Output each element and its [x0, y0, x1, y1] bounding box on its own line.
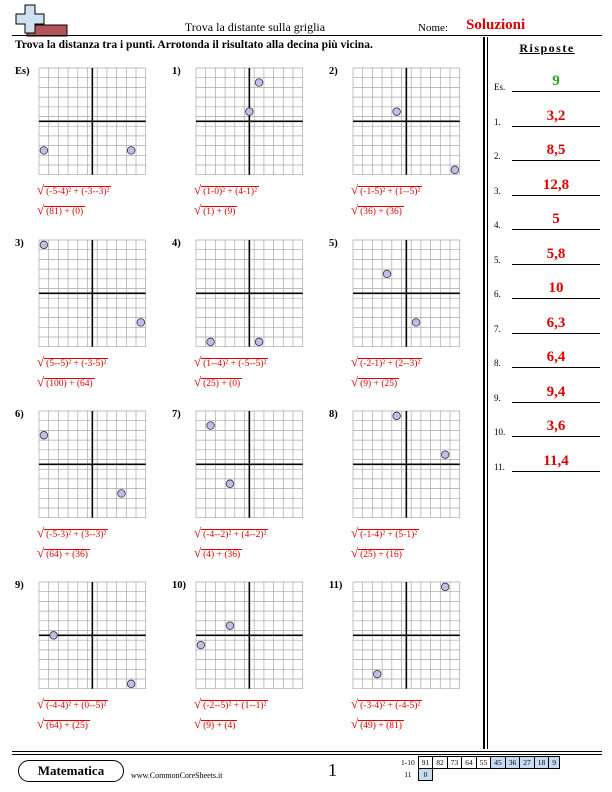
- formula-text: (-1-5)² + (1--5)²: [360, 187, 421, 197]
- plotted-point: [412, 319, 420, 327]
- formula-text: (25) + (0): [203, 379, 241, 389]
- answer-row: [494, 275, 604, 299]
- formula-text: (1--4)² + (-5--5)²: [203, 359, 267, 369]
- distance-formula2: [37, 374, 95, 390]
- plotted-point: [441, 583, 449, 591]
- sqrt-icon: √: [37, 374, 45, 389]
- answer-row: [494, 241, 604, 265]
- sqrt-icon: √: [194, 182, 202, 197]
- problem-number: 6): [15, 409, 24, 420]
- answer-label: 8.: [494, 358, 501, 368]
- answer-label: 1.: [494, 116, 501, 127]
- answer-row: [494, 379, 604, 403]
- sqrt-icon: √: [194, 374, 202, 389]
- answer-row: [494, 448, 604, 472]
- score-row-label: 1-10: [401, 758, 415, 767]
- formula-text: (-4--2)² + (4--2)²: [203, 530, 267, 540]
- problem-1: [172, 66, 322, 236]
- problem-0: [15, 66, 165, 236]
- sqrt-icon: √: [37, 545, 45, 560]
- answer-line: [512, 367, 600, 368]
- answer-line: [512, 436, 600, 437]
- answer-label: 4.: [494, 220, 501, 230]
- formula-text: (-5-4)² + (-3--3)²: [46, 187, 110, 197]
- problem-10: [172, 580, 322, 750]
- formula-text: (9) + (4): [203, 721, 236, 731]
- distance-formula1: [37, 354, 108, 370]
- formula-text: (81) + (0): [46, 207, 84, 217]
- plotted-point: [207, 338, 215, 346]
- plotted-point: [118, 490, 126, 498]
- formula-text: (36) + (36): [360, 207, 402, 217]
- distance-formula2: [37, 716, 90, 732]
- distance-formula2: [194, 716, 237, 732]
- solutions-label: Soluzioni: [466, 17, 526, 33]
- problem-8: [329, 409, 479, 579]
- instructions: Trova la distanza tra i punti. Arrotonda il risultato alla decina più vicina.: [15, 39, 373, 51]
- formula-text: (1-0)² + (4-1)²: [203, 187, 257, 197]
- plotted-point: [393, 108, 401, 116]
- answers-title: Risposte: [519, 41, 575, 55]
- answer-row: [494, 206, 604, 230]
- distance-formula2: [351, 545, 404, 561]
- formula-text: (49) + (81): [360, 721, 402, 731]
- score-row-label: 11: [404, 770, 412, 779]
- answer-label: 11.: [494, 461, 505, 472]
- formula-text: (64) + (36): [46, 550, 88, 560]
- answer-line: [512, 264, 600, 265]
- coordinate-grid: [194, 580, 305, 691]
- answer-row: [494, 103, 604, 127]
- answer-value: 5: [552, 211, 560, 227]
- sqrt-icon: √: [37, 202, 45, 217]
- score-cell: 55: [476, 757, 491, 769]
- answer-label: 7.: [494, 323, 501, 334]
- score-cell: 82: [433, 757, 448, 769]
- formula-text: (4) + (36): [203, 550, 241, 560]
- answer-value: 6,3: [546, 314, 566, 331]
- coordinate-grid: [37, 66, 148, 177]
- answer-column-divider: [483, 37, 485, 749]
- answer-line: [512, 333, 600, 334]
- plotted-point: [383, 270, 391, 278]
- logo-icon: [13, 3, 69, 37]
- sqrt-icon: √: [351, 202, 359, 217]
- score-cell: 18: [534, 757, 549, 769]
- distance-formula1: [194, 696, 268, 712]
- coordinate-grid: [194, 409, 305, 520]
- answer-label: 3.: [494, 185, 501, 196]
- formula-text: (-4-4)² + (0--5)²: [46, 701, 107, 711]
- name-label: Nome:: [418, 22, 448, 34]
- score-cell: 9: [549, 757, 560, 769]
- distance-formula1: [37, 525, 108, 541]
- answer-label: Es.: [494, 82, 506, 92]
- answer-row: [494, 68, 604, 92]
- answer-line: [512, 126, 600, 127]
- sqrt-icon: √: [194, 525, 202, 540]
- coordinate-grid: [194, 66, 305, 177]
- plotted-point: [197, 641, 205, 649]
- score-cell: 27: [520, 757, 535, 769]
- problem-7: [172, 409, 322, 579]
- answer-value: 10: [548, 280, 564, 296]
- answer-value: 3,2: [546, 107, 566, 124]
- distance-formula2: [37, 545, 90, 561]
- sqrt-icon: √: [194, 716, 202, 731]
- plotted-point: [255, 79, 263, 87]
- problem-number: 10): [172, 580, 186, 591]
- distance-formula2: [351, 374, 399, 390]
- plotted-point: [40, 241, 48, 249]
- problem-number: 5): [329, 238, 338, 249]
- plotted-point: [393, 412, 401, 420]
- plotted-point: [127, 680, 135, 688]
- score-cell: 45: [491, 757, 506, 769]
- sqrt-icon: √: [37, 354, 45, 369]
- distance-formula1: [351, 696, 422, 712]
- answer-label: 9.: [494, 392, 501, 403]
- distance-formula1: [351, 525, 419, 541]
- plotted-point: [50, 632, 58, 640]
- score-cell: 91: [418, 757, 433, 769]
- plotted-point: [137, 319, 145, 327]
- problem-number: 8): [329, 409, 338, 420]
- formula-text: (-3-4)² + (-4-5)²: [360, 701, 421, 711]
- worksheet-title: Trova la distante sulla griglia: [184, 20, 326, 34]
- problem-number: 4): [172, 238, 181, 249]
- answer-value: 6,4: [546, 349, 566, 365]
- distance-formula1: [194, 182, 259, 198]
- answer-value: 3,6: [546, 418, 566, 434]
- answer-value: 9,4: [546, 383, 566, 400]
- distance-formula1: [194, 354, 268, 370]
- sqrt-icon: √: [351, 525, 359, 540]
- sqrt-icon: √: [351, 182, 359, 197]
- answer-value: 12,8: [542, 176, 570, 193]
- answer-line: [512, 402, 600, 403]
- problem-3: [15, 238, 165, 408]
- sqrt-icon: √: [37, 696, 45, 711]
- sqrt-icon: √: [351, 545, 359, 560]
- coordinate-grid: [351, 409, 462, 520]
- distance-formula2: [37, 202, 85, 218]
- formula-text: (-5-3)² + (3--3)²: [46, 530, 107, 540]
- answer-value: 8,5: [546, 142, 566, 158]
- score-cell: 64: [462, 757, 477, 769]
- coordinate-grid: [37, 238, 148, 349]
- problem-6: [15, 409, 165, 579]
- answer-label: 10.: [494, 427, 506, 437]
- plotted-point: [255, 338, 263, 346]
- answer-line: [512, 160, 600, 161]
- formula-text: (-2--5)² + (1--1)²: [203, 701, 267, 711]
- coordinate-grid: [194, 238, 305, 349]
- problem-5: [329, 238, 479, 408]
- formula-text: (5--5)² + (-3-5)²: [46, 359, 107, 369]
- sqrt-icon: √: [351, 354, 359, 369]
- plotted-point: [40, 431, 48, 439]
- footer-divider: [12, 751, 602, 752]
- coordinate-grid: [37, 580, 148, 691]
- sqrt-icon: √: [194, 545, 202, 560]
- sqrt-icon: √: [351, 716, 359, 731]
- problem-4: [172, 238, 322, 408]
- formula-text: (-2-1)² + (2--3)²: [360, 359, 421, 369]
- plotted-point: [246, 108, 254, 116]
- answer-value: 5,8: [546, 245, 566, 262]
- sqrt-icon: √: [351, 696, 359, 711]
- answer-value: 9: [552, 73, 560, 89]
- answer-row: [494, 344, 604, 368]
- coordinate-grid: [351, 238, 462, 349]
- plotted-point: [441, 451, 449, 459]
- brand-badge: Matematica: [18, 760, 124, 782]
- answer-line: [512, 471, 600, 472]
- problem-11: [329, 580, 479, 750]
- plotted-point: [451, 166, 459, 174]
- formula-text: (9) + (25): [360, 379, 398, 389]
- site-url: www.CommonCoreSheets.it: [131, 771, 223, 780]
- distance-formula1: [351, 182, 422, 198]
- problem-number: 2): [329, 66, 338, 77]
- coordinate-grid: [351, 580, 462, 691]
- answer-line: [512, 195, 600, 196]
- answer-value: 11,4: [543, 452, 569, 469]
- formula-text: (25) + (16): [360, 550, 402, 560]
- sqrt-icon: √: [194, 202, 202, 217]
- distance-formula1: [194, 525, 268, 541]
- answer-row: [494, 310, 604, 334]
- sqrt-icon: √: [351, 374, 359, 389]
- page-number: 1: [328, 760, 337, 780]
- coordinate-grid: [37, 409, 148, 520]
- distance-formula2: [194, 374, 242, 390]
- problem-number: 7): [172, 409, 181, 420]
- answer-line: [512, 229, 600, 230]
- distance-formula2: [194, 545, 242, 561]
- distance-formula2: [194, 202, 237, 218]
- problem-9: [15, 580, 165, 750]
- formula-text: (-1-4)² + (5-1)²: [360, 530, 418, 540]
- plotted-point: [207, 422, 215, 430]
- answer-label: 5.: [494, 254, 501, 265]
- problem-number: 11): [329, 580, 343, 591]
- distance-formula1: [351, 354, 422, 370]
- distance-formula2: [351, 716, 404, 732]
- score-cell: 0: [418, 769, 433, 781]
- plotted-point: [127, 147, 135, 155]
- sqrt-icon: √: [194, 354, 202, 369]
- plotted-point: [226, 622, 234, 630]
- sqrt-icon: √: [194, 696, 202, 711]
- distance-formula1: [37, 696, 108, 712]
- sqrt-icon: √: [37, 182, 45, 197]
- footer-divider-second: [12, 754, 602, 755]
- problem-number: 3): [15, 238, 24, 249]
- answer-row: [494, 137, 604, 161]
- score-cell: 73: [447, 757, 462, 769]
- answer-row: [494, 413, 604, 437]
- plotted-point: [226, 480, 234, 488]
- coordinate-grid: [351, 66, 462, 177]
- score-table: [398, 756, 560, 781]
- answer-column-divider-thin: [487, 37, 488, 749]
- answer-label: 2.: [494, 151, 501, 161]
- header-divider: [12, 35, 602, 36]
- distance-formula2: [351, 202, 404, 218]
- answer-line: [512, 91, 600, 92]
- problem-number: 9): [15, 580, 24, 591]
- problem-2: [329, 66, 479, 236]
- answer-row: [494, 172, 604, 196]
- score-cell: 36: [505, 757, 520, 769]
- sqrt-icon: √: [37, 525, 45, 540]
- answer-line: [512, 298, 600, 299]
- answer-label: 6.: [494, 289, 501, 299]
- plotted-point: [40, 147, 48, 155]
- formula-text: (1) + (9): [203, 207, 236, 217]
- problem-number: 1): [172, 66, 181, 77]
- distance-formula1: [37, 182, 111, 198]
- sqrt-icon: √: [37, 716, 45, 731]
- problem-number: Es): [15, 66, 30, 77]
- plotted-point: [373, 670, 381, 678]
- formula-text: (100) + (64): [46, 379, 93, 389]
- formula-text: (64) + (25): [46, 721, 88, 731]
